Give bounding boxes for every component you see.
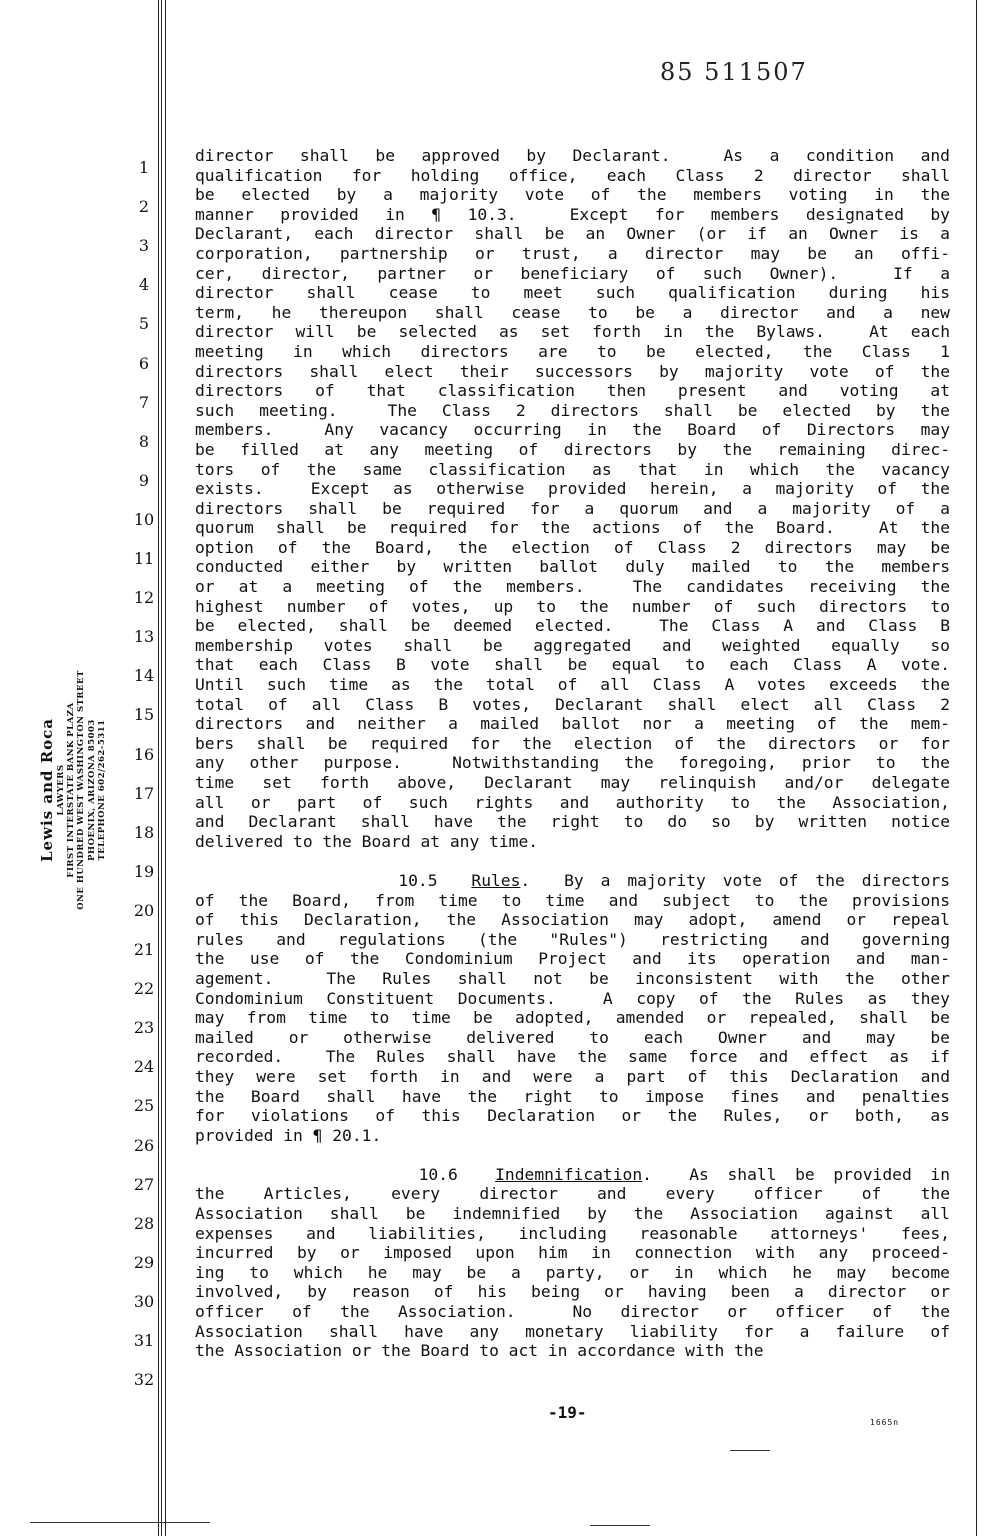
text-line: conducted either by written ballot duly mailed to the members: [195, 557, 950, 577]
line-number: 24: [133, 1057, 155, 1077]
text-line: they were set forth in and were a part of this Declaration and: [195, 1066, 950, 1086]
text-line: highest number of votes, up to the number of such directors to: [195, 596, 950, 616]
text-line: directors of that classification then present and voting at: [195, 381, 950, 401]
line-number: 10: [133, 509, 155, 529]
text-line: involved, by reason of his being or having been a director or: [195, 1282, 950, 1302]
text-line: directors and neither a mailed ballot nor a meeting of the mem-: [195, 714, 950, 734]
text-line: be elected by a majority vote of the members voting in the: [195, 185, 950, 205]
text-line: that each Class B vote shall be equal to each Class A vote.: [195, 655, 950, 675]
scan-artifact: [730, 1450, 770, 1451]
line-number: 31: [133, 1331, 155, 1350]
section-heading: Rules: [471, 870, 521, 890]
line-number: 27: [133, 1174, 155, 1194]
text-line: delivered to the Board at any time.: [195, 831, 539, 851]
text-line: any other purpose. Notwithstanding the foregoing, prior to the: [195, 753, 950, 773]
section-heading: Indemnification: [495, 1164, 643, 1184]
line-number: 18: [133, 822, 155, 842]
text-line: incurred by or imposed upon him in connection with any proceed-: [195, 1243, 950, 1263]
text-line: mailed or otherwise delivered to each Owner and may be: [195, 1027, 950, 1047]
text-line: Association shall have any monetary liability for a failure of: [195, 1321, 950, 1341]
line-number: 1: [138, 158, 150, 177]
text-line: or at a meeting of the members. The candidates receiving the: [195, 577, 950, 597]
text-line: membership votes shall be aggregated and weighted equally so: [195, 635, 950, 655]
firm-line: LAWYERS: [56, 764, 66, 816]
firm-line: PHOENIX, ARIZONA 85003: [86, 719, 97, 861]
section-number: 10.6: [418, 1164, 458, 1184]
document-body: [195, 146, 950, 1361]
line-number: 12: [133, 588, 155, 608]
text-line: qualification for holding office, each Class 2 director shall: [195, 165, 950, 185]
line-number: 28: [133, 1213, 155, 1233]
text-line: term, he thereupon shall cease to be a director and a new: [195, 302, 950, 322]
line-number: 16: [133, 744, 155, 764]
text-line: exists. Except as otherwise provided herein, a majority of the: [195, 479, 950, 499]
text-line: provided in ¶ 20.1.: [195, 1125, 382, 1145]
text-line: director will be selected as set forth in the Bylaws. At each: [195, 322, 950, 342]
text-line: rules and regulations (the "Rules") restricting and governing: [195, 929, 950, 949]
line-number: 7: [138, 392, 150, 412]
text-line: corporation, partnership or trust, a director may be an offi-: [195, 243, 950, 263]
line-number: 13: [133, 627, 155, 647]
line-number: 11: [133, 549, 155, 568]
text-line: officer of the Association. No director or officer of the: [195, 1302, 950, 1322]
paragraph-directors: [195, 146, 950, 851]
text-line: quorum shall be required for the actions of the Board. At the: [195, 518, 950, 538]
firm-name: Lewis and Roca: [38, 717, 56, 863]
firm-line: TELEPHONE 602/262-5311: [96, 719, 107, 861]
line-number: 29: [133, 1252, 155, 1272]
paragraph-rules: [195, 871, 950, 1145]
document-code: 1665n: [870, 1418, 900, 1427]
text-line: agement. The Rules shall not be inconsistent with the other: [195, 968, 950, 988]
text-line: 10.6 Indemnification. As shall be provided in: [418, 1164, 950, 1184]
line-number: 14: [133, 666, 155, 686]
text-line: Declarant, each director shall be an Owner (or if an Owner is a: [195, 224, 950, 244]
text-line: be elected, shall be deemed elected. The Class A and Class B: [195, 616, 950, 636]
line-number: 20: [133, 900, 155, 920]
text-line: bers shall be required for the election of the directors or for: [195, 733, 950, 753]
text-line: cer, director, partner or beneficiary of such Owner). If a: [195, 263, 950, 283]
text-line: manner provided in ¶ 10.3. Except for members designated by: [195, 204, 950, 224]
line-number: 23: [133, 1018, 155, 1038]
text-line: Association shall be indemnified by the Association against all: [195, 1204, 950, 1224]
text-line: recorded. The Rules shall have the same force and effect as if: [195, 1047, 950, 1067]
line-number: 25: [133, 1096, 155, 1116]
firm-line: FIRST INTERSTATE BANK PLAZA: [66, 702, 77, 878]
right-margin-rule: [976, 0, 977, 1536]
text-line: directors shall be required for a quorum and a majority of a: [195, 498, 950, 518]
text-line: of this Declaration, the Association may adopt, amend or repeal: [195, 910, 950, 930]
line-number: 21: [133, 940, 155, 959]
text-line: the Association or the Board to act in accordance with the: [195, 1341, 764, 1361]
left-margin-rule-second: [165, 0, 166, 1536]
line-number: 2: [138, 197, 150, 217]
text-line: the Articles, every director and every officer of the: [195, 1184, 950, 1204]
line-number: 19: [133, 861, 155, 881]
text-line: such meeting. The Class 2 directors shall be elected by the: [195, 400, 950, 420]
text-line: tors of the same classification as that in which the vacancy: [195, 459, 950, 479]
text-line: 10.5 Rules. By a majority vote of the directors: [398, 870, 950, 890]
text-line: may from time to time be adopted, amended or repealed, shall be: [195, 1008, 950, 1028]
line-number: 26: [133, 1135, 155, 1155]
text-line: expenses and liabilities, including reasonable attorneys' fees,: [195, 1223, 950, 1243]
text-line: of the Board, from time to time and subject to the provisions: [195, 890, 950, 910]
text-line: Condominium Constituent Documents. A copy of the Rules as they: [195, 988, 950, 1008]
line-number: 32: [133, 1370, 155, 1390]
line-number: 9: [138, 470, 150, 490]
text-line: all or part of such rights and authority to the Association,: [195, 792, 950, 812]
line-number: 22: [133, 979, 155, 999]
text-line: meeting in which directors are to be elected, the Class 1: [195, 341, 950, 361]
text-line: and Declarant shall have the right to do so by written notice: [195, 812, 950, 832]
line-number: 6: [138, 353, 150, 373]
line-number: 15: [133, 705, 155, 725]
firm-line: ONE HUNDRED WEST WASHINGTON STREET: [76, 670, 87, 910]
text-line: option of the Board, the election of Class 2 directors may be: [195, 537, 950, 557]
text-line: ing to which he may be a party, or in which he may become: [195, 1262, 950, 1282]
text-line: director shall cease to meet such qualification during his: [195, 283, 950, 303]
text-line: time set forth above, Declarant may relinquish and/or delegate: [195, 773, 950, 792]
text-line: the use of the Condominium Project and its operation and man-: [195, 949, 950, 969]
document-number: 85 511507: [660, 58, 808, 86]
scan-artifact: [30, 1522, 210, 1523]
scan-artifact: [590, 1525, 650, 1526]
text-line: director shall be approved by Declarant. As a condition and: [195, 146, 950, 165]
line-number: 5: [138, 314, 150, 334]
law-firm-letterhead: [38, 630, 138, 950]
line-number: 30: [133, 1291, 155, 1311]
text-line: directors shall elect their successors by majority vote of the: [195, 361, 950, 381]
text-line: Until such time as the total of all Class A votes exceeds the: [195, 675, 950, 695]
text-line: the Board shall have the right to impose fines and penalties: [195, 1086, 950, 1106]
line-number: 8: [138, 431, 150, 451]
text-line: be filled at any meeting of directors by the remaining direc-: [195, 439, 950, 459]
page-number: -19-: [548, 1403, 587, 1422]
text-line: for violations of this Declaration or the Rules, or both, as: [195, 1106, 950, 1126]
text-line: members. Any vacancy occurring in the Board of Directors may: [195, 420, 950, 440]
section-number: 10.5: [398, 870, 438, 890]
line-number: 3: [138, 236, 150, 256]
line-number: 4: [138, 275, 150, 295]
paragraph-indemnification: [195, 1165, 950, 1361]
line-number: 17: [133, 783, 155, 803]
text-line: total of all Class B votes, Declarant shall elect all Class 2: [195, 694, 950, 714]
